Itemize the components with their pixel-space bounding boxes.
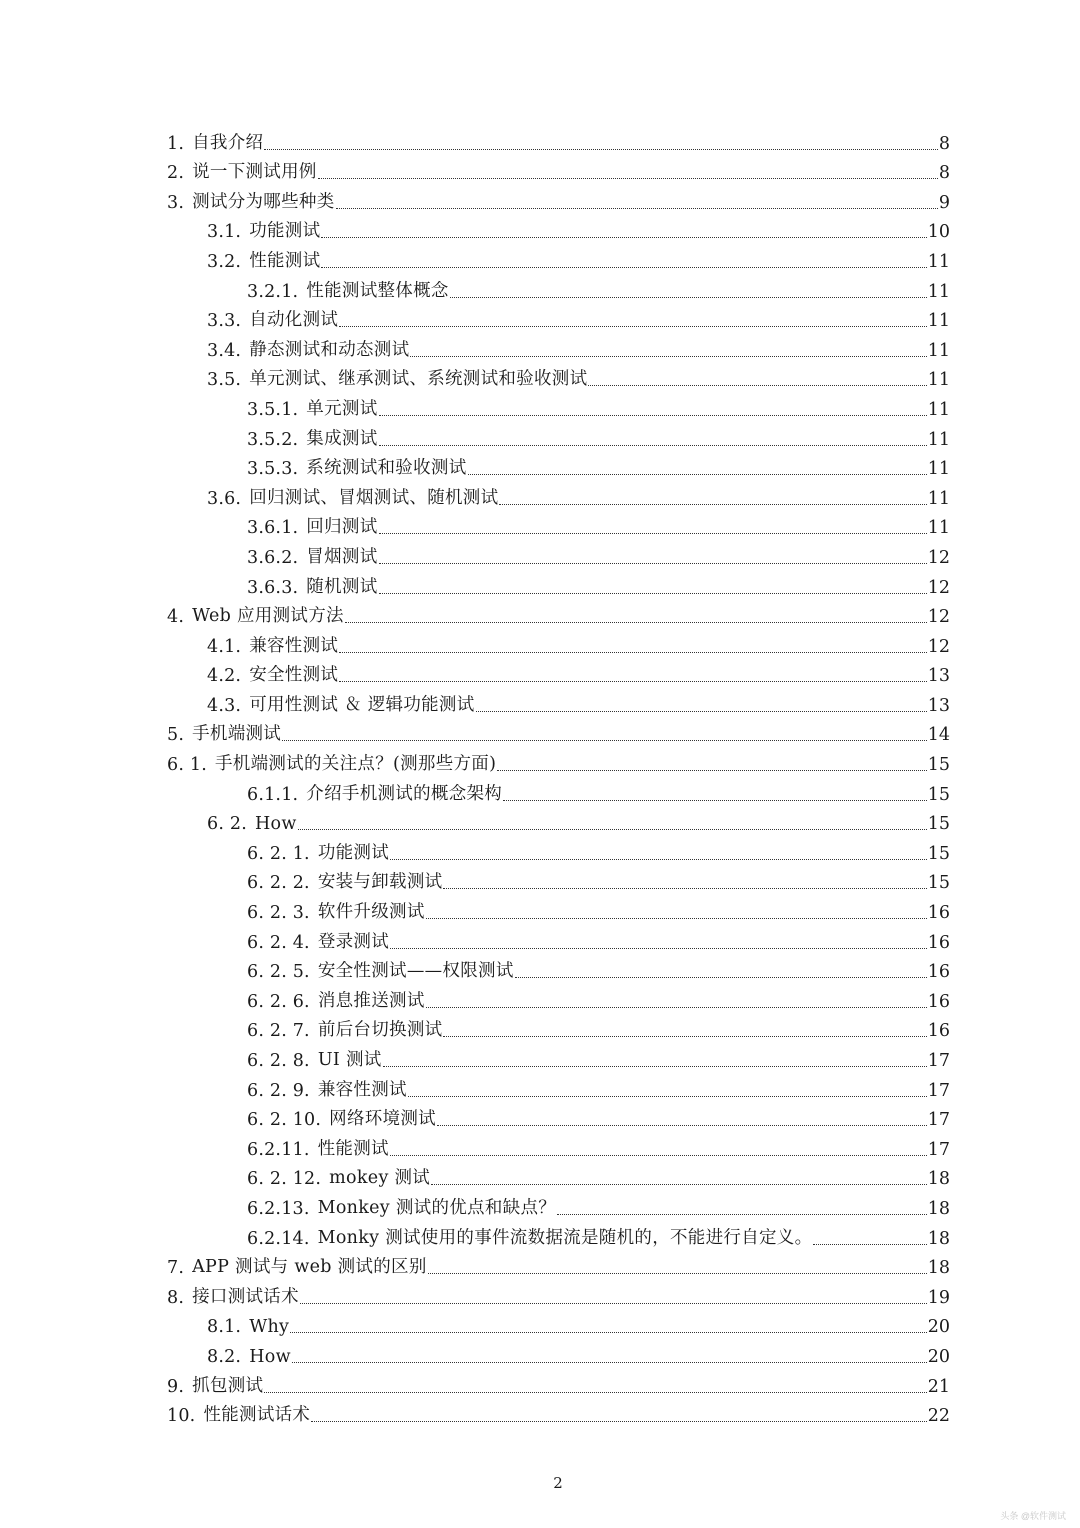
toc-entry-page: 20 (927, 1346, 950, 1367)
toc-entry-title: 集成测试 (306, 428, 378, 449)
toc-dot-leader (390, 859, 927, 860)
toc-dot-leader (379, 593, 927, 594)
toc-entry-title: 安全性测试——权限测试 (317, 961, 514, 982)
toc-dot-leader (290, 1332, 926, 1333)
toc-entry-number: 3.2. (207, 251, 242, 272)
toc-dot-leader (298, 829, 927, 830)
toc-dot-leader (443, 888, 926, 889)
toc-entry[interactable] (247, 957, 950, 987)
toc-entry-number: 3.4. (207, 340, 242, 361)
toc-entry[interactable] (247, 1193, 950, 1223)
toc-entry-page: 12 (927, 547, 950, 568)
toc-entry-number: 3.6.3. (247, 577, 299, 598)
toc-entry-title: 安全性测试 (249, 665, 339, 686)
toc-entry-title: 兼容性测试 (249, 635, 339, 656)
toc-entry-title: 可用性测试 ＆ 逻辑功能测试 (249, 694, 475, 715)
toc-entry-number: 6. 1. (167, 755, 207, 776)
toc-entry-number: 6. 2. (207, 814, 247, 835)
toc-entry-number: 6. 2. 7. (247, 1021, 310, 1042)
toc-entry[interactable] (167, 1282, 950, 1312)
toc-dot-leader (497, 770, 926, 771)
toc-entry-title: 静态测试和动态测试 (249, 339, 410, 360)
toc-entry-title: 功能测试 (317, 842, 390, 863)
toc-entry-page: 15 (927, 814, 950, 835)
toc-dot-leader (292, 1362, 927, 1363)
toc-entry-page: 11 (927, 429, 950, 450)
toc-entry[interactable] (207, 661, 950, 691)
toc-dot-leader (336, 208, 938, 209)
toc-entry-number: 8. (167, 1287, 185, 1308)
toc-entry-title: Monkey 测试的优点和缺点？ (317, 1197, 557, 1218)
toc-entry-page: 15 (927, 784, 950, 805)
toc-entry-title: How (249, 1346, 291, 1367)
toc-entry-page: 12 (927, 577, 950, 598)
toc-entry-page: 8 (938, 163, 950, 184)
toc-entry-page: 17 (927, 1110, 950, 1131)
toc-dot-leader (813, 1244, 926, 1245)
toc-entry-title: 系统测试和验收测试 (306, 458, 467, 479)
toc-entry-number: 6. 2. 10. (247, 1110, 322, 1131)
toc-dot-leader (300, 1303, 927, 1304)
toc-entry-number: 1. (167, 133, 185, 154)
toc-entry-page: 14 (927, 725, 950, 746)
toc-entry[interactable] (247, 276, 950, 306)
toc-dot-leader (468, 474, 927, 475)
toc-entry[interactable] (247, 1223, 950, 1253)
toc-entry-number: 4.3. (207, 695, 242, 716)
toc-dot-leader (503, 800, 927, 801)
toc-entry[interactable] (207, 483, 950, 513)
toc-entry[interactable] (247, 394, 950, 424)
toc-dot-leader (264, 1392, 926, 1393)
toc-entry-number: 3.5. (207, 370, 242, 391)
toc-dot-leader (390, 948, 927, 949)
toc-entry-page: 11 (927, 281, 950, 302)
toc-entry-title: 单元测试、继承测试、系统测试和验收测试 (249, 369, 588, 390)
toc-dot-leader (339, 326, 927, 327)
toc-entry-number: 3.6.1. (247, 518, 299, 539)
toc-dot-leader (339, 681, 927, 682)
toc-dot-leader (321, 237, 926, 238)
toc-entry-number: 6. 2. 3. (247, 903, 310, 924)
toc-entry-title: 手机端测试 (192, 724, 282, 745)
toc-entry-title: 前后台切换测试 (317, 1020, 443, 1041)
toc-entry-page: 15 (927, 873, 950, 894)
toc-entry-title: 冒烟测试 (306, 546, 378, 567)
toc-entry-title: 消息推送测试 (317, 990, 425, 1011)
toc-entry-title: 网络环境测试 (329, 1109, 436, 1130)
toc-entry-title: 兼容性测试 (317, 1079, 407, 1100)
toc-entry-title: 接口测试话术 (192, 1286, 299, 1307)
toc-entry-page: 18 (927, 1169, 950, 1190)
toc-entry-title: 自我介绍 (192, 132, 264, 153)
toc-entry-number: 6.2.11. (247, 1139, 310, 1160)
toc-dot-leader (499, 504, 926, 505)
toc-entry-page: 16 (927, 1021, 950, 1042)
toc-entry-page: 8 (938, 133, 950, 154)
toc-dot-leader (426, 1007, 927, 1008)
toc-entry-number: 2. (167, 163, 185, 184)
toc-entry[interactable] (207, 631, 950, 661)
toc-entry-number: 3.6. (207, 488, 242, 509)
toc-entry[interactable] (247, 1016, 950, 1046)
toc-dot-leader (431, 1184, 927, 1185)
toc-entry-title: APP 测试与 web 测试的区别 (192, 1257, 427, 1278)
toc-dot-leader (318, 178, 938, 179)
toc-entry-page: 17 (927, 1139, 950, 1160)
toc-dot-leader (282, 740, 927, 741)
toc-entry-page: 12 (927, 636, 950, 657)
toc-entry-number: 3.5.1. (247, 399, 299, 420)
toc-entry-page: 16 (927, 962, 950, 983)
toc-entry-page: 18 (927, 1258, 950, 1279)
toc-dot-leader (379, 445, 927, 446)
toc-entry-number: 8.2. (207, 1346, 242, 1367)
toc-entry-page: 13 (927, 666, 950, 687)
toc-entry[interactable] (207, 246, 950, 276)
toc-entry-title: How (254, 814, 297, 835)
toc-entry-number: 6. 2. 2. (247, 873, 310, 894)
toc-entry-title: 介绍手机测试的概念架构 (306, 783, 503, 804)
toc-entry[interactable] (167, 720, 950, 750)
toc-entry[interactable] (207, 306, 950, 336)
watermark: 头条 @软件测试 (1000, 1511, 1066, 1521)
toc-entry[interactable] (167, 158, 950, 188)
toc-dot-leader (345, 622, 927, 623)
toc-entry-number: 6. 2. 6. (247, 991, 310, 1012)
toc-dot-leader (264, 149, 938, 150)
toc-entry-title: 单元测试 (306, 398, 378, 419)
toc-dot-leader (443, 1036, 926, 1037)
toc-entry-number: 6.2.14. (247, 1228, 310, 1249)
toc-entry[interactable] (167, 1401, 950, 1431)
toc-entry-title: 抓包测试 (192, 1375, 264, 1396)
page-number: 2 (553, 1474, 563, 1492)
toc-entry-page: 16 (927, 903, 950, 924)
toc-dot-leader (379, 533, 927, 534)
toc-entry[interactable] (247, 1045, 950, 1075)
toc-entry-number: 6. 2. 1. (247, 843, 310, 864)
toc-dot-leader (557, 1214, 927, 1215)
toc-entry-page: 17 (927, 1080, 950, 1101)
toc-entry-number: 3.1. (207, 222, 242, 243)
toc-entry-page: 11 (927, 459, 950, 480)
toc-entry[interactable] (247, 779, 950, 809)
toc-entry[interactable] (247, 572, 950, 602)
toc-entry[interactable] (167, 602, 950, 632)
toc-entry-title: 回归测试、冒烟测试、随机测试 (249, 487, 499, 508)
toc-entry-title: 说一下测试用例 (192, 162, 317, 183)
toc-entry[interactable] (247, 868, 950, 898)
toc-entry-title: 登录测试 (317, 931, 390, 952)
toc-entry-title: 性能测试话术 (203, 1405, 311, 1426)
toc-dot-leader (437, 1125, 927, 1126)
toc-entry-number: 10. (167, 1406, 196, 1427)
toc-entry-page: 20 (927, 1317, 950, 1338)
toc-entry-number: 6. 2. 5. (247, 962, 310, 983)
toc-entry-title: Monky 测试使用的事件流数据流是随机的，不能进行自定义。 (317, 1227, 813, 1248)
toc-entry-page: 16 (927, 932, 950, 953)
toc-entry-number: 3.2.1. (247, 281, 299, 302)
toc-dot-leader (379, 563, 927, 564)
toc-entry-page: 11 (927, 251, 950, 272)
toc-entry[interactable] (207, 1312, 950, 1342)
toc-entry-page: 11 (927, 399, 950, 420)
toc-entry[interactable] (167, 187, 950, 217)
toc-entry-title: 性能测试 (249, 250, 321, 271)
toc-entry-title: Web 应用测试方法 (192, 606, 344, 627)
toc-entry-title: 安装与卸载测试 (317, 872, 443, 893)
toc-entry-number: 6.2.13. (247, 1198, 310, 1219)
toc-dot-leader (311, 1421, 926, 1422)
toc-entry-title: 性能测试 (317, 1138, 389, 1159)
toc-entry-number: 5. (167, 725, 185, 746)
table-of-contents (0, 128, 1080, 1430)
toc-entry[interactable] (207, 335, 950, 365)
toc-dot-leader (339, 652, 927, 653)
toc-entry-page: 19 (927, 1287, 950, 1308)
toc-dot-leader (588, 385, 926, 386)
toc-entry[interactable] (207, 217, 950, 247)
toc-dot-leader (379, 415, 927, 416)
toc-entry[interactable] (247, 1134, 950, 1164)
toc-entry-number: 3. (167, 192, 185, 213)
toc-entry-page: 18 (927, 1228, 950, 1249)
toc-entry-page: 13 (927, 695, 950, 716)
toc-entry[interactable] (167, 1371, 950, 1401)
toc-entry[interactable] (207, 365, 950, 395)
toc-entry-page: 16 (927, 991, 950, 1012)
toc-entry-page: 22 (927, 1406, 950, 1427)
toc-entry[interactable] (167, 128, 950, 158)
toc-entry-number: 9. (167, 1376, 185, 1397)
toc-entry-page: 11 (927, 488, 950, 509)
toc-entry[interactable] (247, 1164, 950, 1194)
toc-entry[interactable] (207, 809, 950, 839)
toc-entry[interactable] (247, 513, 950, 543)
toc-entry[interactable] (247, 897, 950, 927)
toc-entry-title: UI 测试 (317, 1050, 382, 1070)
toc-dot-leader (428, 1273, 927, 1274)
toc-entry[interactable] (247, 986, 950, 1016)
toc-entry-page: 21 (927, 1376, 950, 1397)
toc-entry-title: 功能测试 (249, 221, 321, 242)
toc-entry-number: 6. 2. 9. (247, 1080, 310, 1101)
toc-entry-number: 4. (167, 607, 185, 628)
toc-entry-title: mokey 测试 (329, 1168, 431, 1189)
toc-dot-leader (426, 918, 927, 919)
toc-dot-leader (390, 1155, 927, 1156)
toc-entry[interactable] (247, 838, 950, 868)
toc-entry-page: 15 (927, 843, 950, 864)
toc-dot-leader (450, 297, 927, 298)
toc-entry-title: 自动化测试 (249, 310, 339, 331)
toc-entry-page: 10 (927, 222, 950, 243)
toc-entry-page: 12 (927, 607, 950, 628)
toc-entry[interactable] (167, 1253, 950, 1283)
toc-entry-page: 17 (927, 1051, 950, 1071)
toc-entry[interactable] (167, 749, 950, 779)
toc-entry[interactable] (207, 1341, 950, 1371)
toc-dot-leader (410, 356, 926, 357)
toc-dot-leader (476, 711, 927, 712)
toc-entry-title: 随机测试 (306, 576, 378, 597)
toc-entry-title: 性能测试整体概念 (306, 280, 449, 301)
toc-entry[interactable] (247, 927, 950, 957)
toc-entry[interactable] (247, 1105, 950, 1135)
toc-entry-number: 3.5.3. (247, 459, 299, 480)
toc-entry-number: 6. 2. 4. (247, 932, 310, 953)
toc-dot-leader (321, 267, 926, 268)
toc-entry-page: 18 (927, 1198, 950, 1219)
toc-dot-leader (408, 1096, 927, 1097)
toc-entry-page: 9 (938, 192, 950, 213)
toc-entry-number: 4.2. (207, 666, 242, 687)
toc-entry-page: 11 (927, 311, 950, 332)
toc-entry-number: 7. (167, 1258, 185, 1279)
toc-entry-title: 测试分为哪些种类 (192, 191, 335, 212)
toc-entry-page: 11 (927, 370, 950, 391)
toc-entry-number: 4.1. (207, 636, 242, 657)
toc-entry-title: 回归测试 (306, 517, 378, 538)
toc-entry-title: 软件升级测试 (317, 902, 425, 923)
toc-entry-number: 8.1. (207, 1317, 242, 1338)
toc-entry-number: 3.3. (207, 311, 242, 332)
toc-entry-number: 6.1.1. (247, 784, 299, 805)
toc-entry-number: 6. 2. 12. (247, 1169, 322, 1190)
toc-entry[interactable] (247, 1075, 950, 1105)
toc-entry-title: 手机端测试的关注点？(测那些方面) (214, 754, 497, 775)
toc-entry-number: 6. 2. 8. (247, 1051, 310, 1071)
toc-entry[interactable] (247, 454, 950, 484)
toc-entry[interactable] (207, 690, 950, 720)
toc-entry-title: Why (249, 1317, 290, 1338)
toc-entry-page: 15 (927, 755, 950, 776)
toc-entry[interactable] (247, 424, 950, 454)
toc-entry-number: 3.5.2. (247, 429, 299, 450)
toc-entry-page: 11 (927, 340, 950, 361)
toc-dot-leader (383, 1066, 927, 1067)
toc-entry[interactable] (247, 542, 950, 572)
toc-entry-page: 11 (927, 518, 950, 539)
toc-entry-number: 3.6.2. (247, 547, 299, 568)
toc-dot-leader (515, 977, 927, 978)
